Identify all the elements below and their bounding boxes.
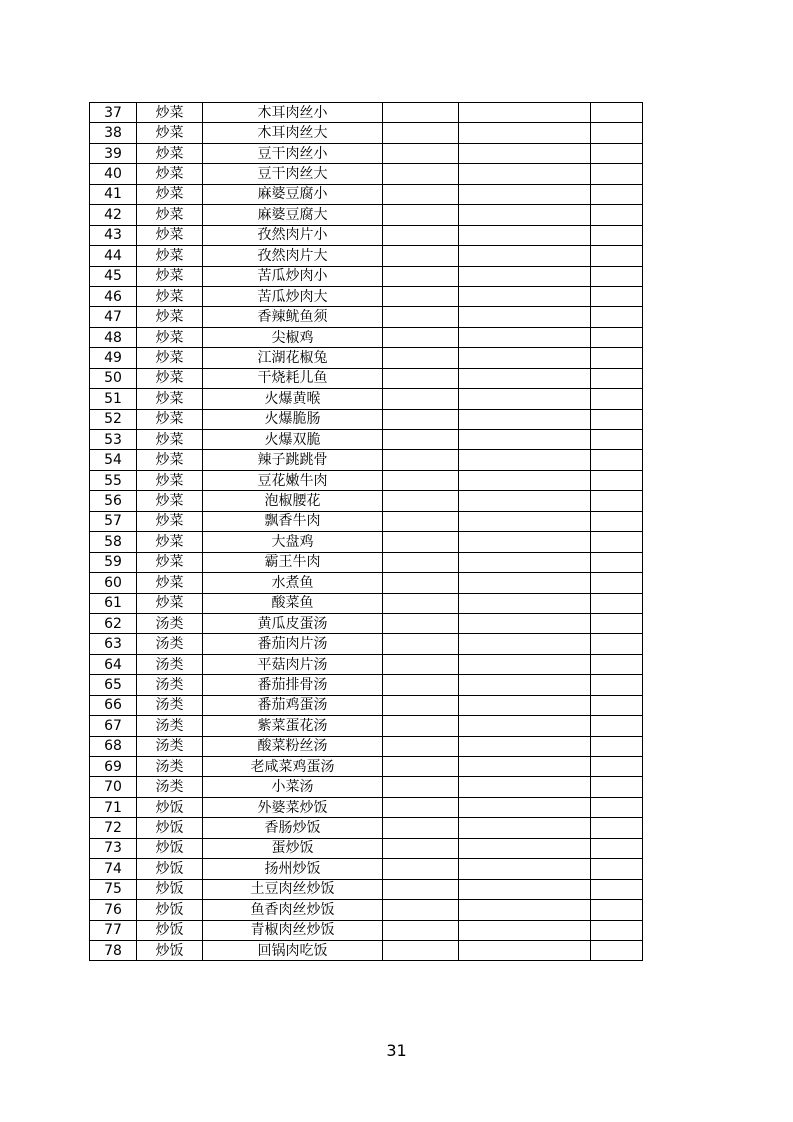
empty-cell: [383, 368, 459, 388]
category-cell: 汤类: [137, 613, 203, 633]
table-row: [90, 552, 643, 572]
row-number-cell: 55: [90, 470, 137, 490]
page-number: 31: [386, 1041, 407, 1060]
empty-cell: [591, 389, 643, 409]
table-row: [90, 879, 643, 899]
empty-cell: [591, 511, 643, 531]
menu-table: [89, 102, 643, 961]
category-cell: 炒菜: [137, 225, 203, 245]
category-cell: 汤类: [137, 777, 203, 797]
empty-cell: [459, 920, 591, 940]
empty-cell: [591, 859, 643, 879]
empty-cell: [383, 164, 459, 184]
row-number-cell: 73: [90, 838, 137, 858]
dish-name-cell: 火爆双脆: [203, 430, 383, 450]
row-number-cell: 61: [90, 593, 137, 613]
category-cell: 炒饭: [137, 940, 203, 960]
dish-name-cell: 苦瓜炒肉小: [203, 266, 383, 286]
category-cell: 炒饭: [137, 797, 203, 817]
empty-cell: [459, 695, 591, 715]
table-row: [90, 123, 643, 143]
empty-cell: [459, 103, 591, 123]
empty-cell: [383, 736, 459, 756]
table-row: [90, 205, 643, 225]
row-number-cell: 71: [90, 797, 137, 817]
dish-name-cell: 鱼香肉丝炒饭: [203, 900, 383, 920]
table-row: [90, 389, 643, 409]
table-row: [90, 716, 643, 736]
empty-cell: [383, 246, 459, 266]
row-number-cell: 62: [90, 613, 137, 633]
empty-cell: [459, 450, 591, 470]
row-number-cell: 70: [90, 777, 137, 797]
table-row: [90, 470, 643, 490]
empty-cell: [383, 205, 459, 225]
table-row: [90, 103, 643, 123]
category-cell: 炒菜: [137, 123, 203, 143]
row-number-cell: 46: [90, 286, 137, 306]
dish-name-cell: 回锅肉吃饭: [203, 940, 383, 960]
category-cell: 炒菜: [137, 266, 203, 286]
category-cell: 炒菜: [137, 470, 203, 490]
category-cell: 炒菜: [137, 389, 203, 409]
empty-cell: [459, 164, 591, 184]
dish-name-cell: 外婆菜炒饭: [203, 797, 383, 817]
empty-cell: [591, 225, 643, 245]
empty-cell: [591, 184, 643, 204]
dish-name-cell: 孜然肉片大: [203, 246, 383, 266]
category-cell: 炒菜: [137, 491, 203, 511]
empty-cell: [591, 613, 643, 633]
row-number-cell: 68: [90, 736, 137, 756]
dish-name-cell: 木耳肉丝小: [203, 103, 383, 123]
row-number-cell: 50: [90, 368, 137, 388]
category-cell: 炒菜: [137, 307, 203, 327]
table-row: [90, 654, 643, 674]
empty-cell: [459, 511, 591, 531]
table-row: [90, 266, 643, 286]
empty-cell: [591, 205, 643, 225]
row-number-cell: 74: [90, 859, 137, 879]
empty-cell: [459, 123, 591, 143]
dish-name-cell: 火爆黄喉: [203, 389, 383, 409]
category-cell: 炒菜: [137, 103, 203, 123]
row-number-cell: 44: [90, 246, 137, 266]
empty-cell: [383, 470, 459, 490]
empty-cell: [383, 757, 459, 777]
row-number-cell: 38: [90, 123, 137, 143]
empty-cell: [591, 593, 643, 613]
dish-name-cell: 水煮鱼: [203, 573, 383, 593]
table-row: [90, 143, 643, 163]
empty-cell: [383, 307, 459, 327]
empty-cell: [383, 327, 459, 347]
row-number-cell: 75: [90, 879, 137, 899]
empty-cell: [459, 634, 591, 654]
table-row: [90, 184, 643, 204]
table-row: [90, 818, 643, 838]
dish-name-cell: 酸菜粉丝汤: [203, 736, 383, 756]
empty-cell: [383, 613, 459, 633]
table-row: [90, 532, 643, 552]
table-row: [90, 450, 643, 470]
empty-cell: [591, 286, 643, 306]
row-number-cell: 78: [90, 940, 137, 960]
row-number-cell: 51: [90, 389, 137, 409]
category-cell: 炒菜: [137, 409, 203, 429]
row-number-cell: 76: [90, 900, 137, 920]
table-row: [90, 348, 643, 368]
empty-cell: [383, 184, 459, 204]
dish-name-cell: 小菜汤: [203, 777, 383, 797]
empty-cell: [383, 777, 459, 797]
empty-cell: [459, 307, 591, 327]
category-cell: 炒菜: [137, 348, 203, 368]
empty-cell: [459, 613, 591, 633]
empty-cell: [383, 716, 459, 736]
table-row: [90, 838, 643, 858]
empty-cell: [459, 205, 591, 225]
table-row: [90, 613, 643, 633]
category-cell: 汤类: [137, 757, 203, 777]
empty-cell: [459, 838, 591, 858]
dish-name-cell: 番茄排骨汤: [203, 675, 383, 695]
dish-name-cell: 飘香牛肉: [203, 511, 383, 531]
table-row: [90, 797, 643, 817]
empty-cell: [459, 246, 591, 266]
dish-name-cell: 番茄肉片汤: [203, 634, 383, 654]
dish-name-cell: 火爆脆肠: [203, 409, 383, 429]
table-row: [90, 246, 643, 266]
table-row: [90, 409, 643, 429]
table-row: [90, 307, 643, 327]
table-row: [90, 573, 643, 593]
category-cell: 炒菜: [137, 573, 203, 593]
empty-cell: [591, 450, 643, 470]
dish-name-cell: 平菇肉片汤: [203, 654, 383, 674]
empty-cell: [591, 777, 643, 797]
empty-cell: [591, 327, 643, 347]
dish-name-cell: 麻婆豆腐大: [203, 205, 383, 225]
category-cell: 汤类: [137, 675, 203, 695]
empty-cell: [591, 430, 643, 450]
empty-cell: [383, 389, 459, 409]
row-number-cell: 59: [90, 552, 137, 572]
row-number-cell: 54: [90, 450, 137, 470]
empty-cell: [459, 286, 591, 306]
empty-cell: [591, 920, 643, 940]
empty-cell: [591, 470, 643, 490]
dish-name-cell: 江湖花椒兔: [203, 348, 383, 368]
row-number-cell: 64: [90, 654, 137, 674]
dish-name-cell: 青椒肉丝炒饭: [203, 920, 383, 940]
empty-cell: [383, 266, 459, 286]
empty-cell: [459, 327, 591, 347]
empty-cell: [459, 859, 591, 879]
row-number-cell: 52: [90, 409, 137, 429]
row-number-cell: 39: [90, 143, 137, 163]
row-number-cell: 72: [90, 818, 137, 838]
category-cell: 炒饭: [137, 818, 203, 838]
empty-cell: [591, 879, 643, 899]
empty-cell: [459, 940, 591, 960]
empty-cell: [459, 879, 591, 899]
category-cell: 炒菜: [137, 593, 203, 613]
empty-cell: [383, 879, 459, 899]
empty-cell: [591, 246, 643, 266]
dish-name-cell: 老咸菜鸡蛋汤: [203, 757, 383, 777]
empty-cell: [383, 552, 459, 572]
empty-cell: [591, 757, 643, 777]
table-row: [90, 511, 643, 531]
category-cell: 炒饭: [137, 920, 203, 940]
row-number-cell: 66: [90, 695, 137, 715]
table-row: [90, 286, 643, 306]
row-number-cell: 67: [90, 716, 137, 736]
empty-cell: [459, 797, 591, 817]
category-cell: 炒菜: [137, 286, 203, 306]
empty-cell: [383, 695, 459, 715]
empty-cell: [459, 430, 591, 450]
category-cell: 汤类: [137, 654, 203, 674]
category-cell: 炒菜: [137, 143, 203, 163]
empty-cell: [459, 184, 591, 204]
row-number-cell: 57: [90, 511, 137, 531]
dish-name-cell: 酸菜鱼: [203, 593, 383, 613]
empty-cell: [383, 491, 459, 511]
category-cell: 炒饭: [137, 879, 203, 899]
empty-cell: [591, 552, 643, 572]
empty-cell: [383, 675, 459, 695]
empty-cell: [383, 143, 459, 163]
empty-cell: [591, 164, 643, 184]
table-row: [90, 164, 643, 184]
empty-cell: [459, 654, 591, 674]
empty-cell: [459, 368, 591, 388]
row-number-cell: 47: [90, 307, 137, 327]
dish-name-cell: 蛋炒饭: [203, 838, 383, 858]
empty-cell: [383, 797, 459, 817]
dish-name-cell: 扬州炒饭: [203, 859, 383, 879]
empty-cell: [383, 654, 459, 674]
empty-cell: [591, 940, 643, 960]
category-cell: 炒菜: [137, 327, 203, 347]
row-number-cell: 53: [90, 430, 137, 450]
empty-cell: [459, 409, 591, 429]
empty-cell: [383, 430, 459, 450]
empty-cell: [459, 675, 591, 695]
row-number-cell: 56: [90, 491, 137, 511]
table-row: [90, 430, 643, 450]
table-row: [90, 757, 643, 777]
table-row: [90, 491, 643, 511]
empty-cell: [591, 818, 643, 838]
category-cell: 炒饭: [137, 900, 203, 920]
empty-cell: [459, 593, 591, 613]
category-cell: 炒菜: [137, 532, 203, 552]
dish-name-cell: 干烧耗儿鱼: [203, 368, 383, 388]
table-row: [90, 920, 643, 940]
category-cell: 炒菜: [137, 552, 203, 572]
category-cell: 炒菜: [137, 164, 203, 184]
category-cell: 炒菜: [137, 184, 203, 204]
table-row: [90, 327, 643, 347]
empty-cell: [459, 348, 591, 368]
empty-cell: [591, 368, 643, 388]
empty-cell: [591, 675, 643, 695]
dish-name-cell: 辣子跳跳骨: [203, 450, 383, 470]
table-row: [90, 593, 643, 613]
row-number-cell: 49: [90, 348, 137, 368]
dish-name-cell: 香肠炒饭: [203, 818, 383, 838]
row-number-cell: 41: [90, 184, 137, 204]
table-row: [90, 736, 643, 756]
empty-cell: [383, 634, 459, 654]
empty-cell: [459, 143, 591, 163]
empty-cell: [591, 348, 643, 368]
empty-cell: [383, 940, 459, 960]
empty-cell: [591, 409, 643, 429]
empty-cell: [459, 900, 591, 920]
category-cell: 汤类: [137, 634, 203, 654]
dish-name-cell: 木耳肉丝大: [203, 123, 383, 143]
empty-cell: [383, 225, 459, 245]
empty-cell: [591, 654, 643, 674]
empty-cell: [459, 573, 591, 593]
category-cell: 炒饭: [137, 838, 203, 858]
empty-cell: [591, 143, 643, 163]
dish-name-cell: 番茄鸡蛋汤: [203, 695, 383, 715]
menu-table-body: [90, 103, 643, 961]
empty-cell: [383, 573, 459, 593]
category-cell: 炒菜: [137, 368, 203, 388]
row-number-cell: 58: [90, 532, 137, 552]
empty-cell: [591, 123, 643, 143]
table-row: [90, 900, 643, 920]
category-cell: 炒菜: [137, 430, 203, 450]
row-number-cell: 77: [90, 920, 137, 940]
empty-cell: [591, 307, 643, 327]
empty-cell: [459, 552, 591, 572]
table-row: [90, 777, 643, 797]
table-row: [90, 225, 643, 245]
dish-name-cell: 豆干肉丝小: [203, 143, 383, 163]
row-number-cell: 42: [90, 205, 137, 225]
category-cell: 炒菜: [137, 246, 203, 266]
empty-cell: [591, 634, 643, 654]
category-cell: 炒菜: [137, 511, 203, 531]
row-number-cell: 48: [90, 327, 137, 347]
empty-cell: [459, 716, 591, 736]
empty-cell: [459, 777, 591, 797]
empty-cell: [459, 757, 591, 777]
category-cell: 汤类: [137, 695, 203, 715]
category-cell: 汤类: [137, 736, 203, 756]
dish-name-cell: 黄瓜皮蛋汤: [203, 613, 383, 633]
empty-cell: [459, 470, 591, 490]
dish-name-cell: 土豆肉丝炒饭: [203, 879, 383, 899]
dish-name-cell: 泡椒腰花: [203, 491, 383, 511]
empty-cell: [383, 900, 459, 920]
empty-cell: [591, 838, 643, 858]
empty-cell: [459, 818, 591, 838]
empty-cell: [459, 736, 591, 756]
dish-name-cell: 尖椒鸡: [203, 327, 383, 347]
empty-cell: [383, 818, 459, 838]
dish-name-cell: 孜然肉片小: [203, 225, 383, 245]
dish-name-cell: 豆干肉丝大: [203, 164, 383, 184]
empty-cell: [459, 532, 591, 552]
row-number-cell: 40: [90, 164, 137, 184]
row-number-cell: 45: [90, 266, 137, 286]
empty-cell: [459, 389, 591, 409]
category-cell: 汤类: [137, 716, 203, 736]
category-cell: 炒饭: [137, 859, 203, 879]
dish-name-cell: 紫菜蛋花汤: [203, 716, 383, 736]
row-number-cell: 60: [90, 573, 137, 593]
row-number-cell: 65: [90, 675, 137, 695]
empty-cell: [383, 103, 459, 123]
empty-cell: [383, 409, 459, 429]
empty-cell: [591, 266, 643, 286]
empty-cell: [591, 491, 643, 511]
table-row: [90, 695, 643, 715]
empty-cell: [459, 266, 591, 286]
empty-cell: [459, 225, 591, 245]
dish-name-cell: 豆花嫩牛肉: [203, 470, 383, 490]
dish-name-cell: 霸王牛肉: [203, 552, 383, 572]
empty-cell: [591, 695, 643, 715]
empty-cell: [459, 491, 591, 511]
row-number-cell: 63: [90, 634, 137, 654]
empty-cell: [591, 797, 643, 817]
empty-cell: [383, 532, 459, 552]
dish-name-cell: 香辣鱿鱼须: [203, 307, 383, 327]
row-number-cell: 69: [90, 757, 137, 777]
row-number-cell: 43: [90, 225, 137, 245]
dish-name-cell: 麻婆豆腐小: [203, 184, 383, 204]
empty-cell: [383, 859, 459, 879]
table-row: [90, 634, 643, 654]
empty-cell: [383, 511, 459, 531]
empty-cell: [383, 593, 459, 613]
category-cell: 炒菜: [137, 205, 203, 225]
empty-cell: [383, 838, 459, 858]
empty-cell: [591, 716, 643, 736]
empty-cell: [591, 532, 643, 552]
table-row: [90, 368, 643, 388]
row-number-cell: 37: [90, 103, 137, 123]
empty-cell: [383, 123, 459, 143]
empty-cell: [383, 286, 459, 306]
table-row: [90, 940, 643, 960]
table-row: [90, 675, 643, 695]
empty-cell: [591, 103, 643, 123]
dish-name-cell: 苦瓜炒肉大: [203, 286, 383, 306]
empty-cell: [383, 920, 459, 940]
empty-cell: [591, 573, 643, 593]
empty-cell: [383, 348, 459, 368]
empty-cell: [383, 450, 459, 470]
empty-cell: [591, 900, 643, 920]
dish-name-cell: 大盘鸡: [203, 532, 383, 552]
table-row: [90, 859, 643, 879]
category-cell: 炒菜: [137, 450, 203, 470]
empty-cell: [591, 736, 643, 756]
